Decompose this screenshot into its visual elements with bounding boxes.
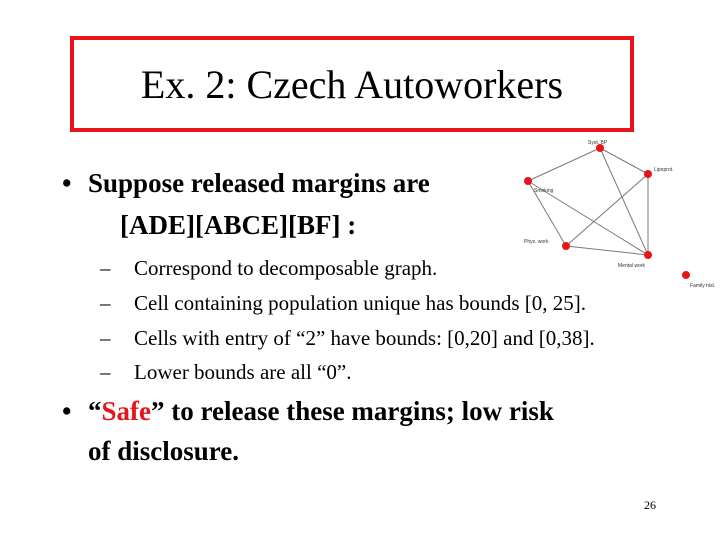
subitem-dash: – [100,291,111,315]
bullet-symbol: • [62,396,72,426]
graph-node [562,242,570,250]
subitem-dash: – [100,360,111,384]
graph-edge [600,148,648,174]
page-number: 26 [644,498,656,512]
subitem-text: Lower bounds are all “0”. [134,360,352,384]
graph-node [524,177,532,185]
graph-node-label: Mental work [618,263,645,269]
bullet-text-line2: of disclosure. [88,436,240,466]
graph-edge [600,148,648,255]
open-quote: “ [88,396,102,426]
safe-highlight: Safe [101,396,151,426]
graph-edge [528,148,600,181]
subitem-text: Cell containing population unique has bounds [0, 25]. [134,291,587,315]
subitem-text: Correspond to decomposable graph. [134,256,438,280]
subitem-dash: – [100,256,111,280]
graph-node-label: Family hist. [690,283,716,289]
slide-title: Ex. 2: Czech Autoworkers [140,61,564,107]
graph-node-label: Smoking [534,188,554,194]
graph-node-label: Syst. BP [588,140,608,146]
graph-node-label: Lipoprot. [654,167,674,173]
graph-node-label: Phys. work [524,239,549,245]
graph-node [644,170,652,178]
graph-edge [566,174,648,246]
bullet-text-line1: Suppose released margins are [88,168,430,198]
bullet-text-line2: [ADE][ABCE][BF] : [120,210,357,240]
bullet-symbol: • [62,168,72,198]
graph-node [644,251,652,259]
graph-node [682,271,690,279]
bullet-text-line1 [88,393,554,429]
subitem-dash: – [100,326,111,350]
subitem-text: Cells with entry of “2” have bounds: [0,20] and [0,38]. [134,326,595,350]
bullet-text-rest: ” to release these margins; low risk [151,396,554,426]
